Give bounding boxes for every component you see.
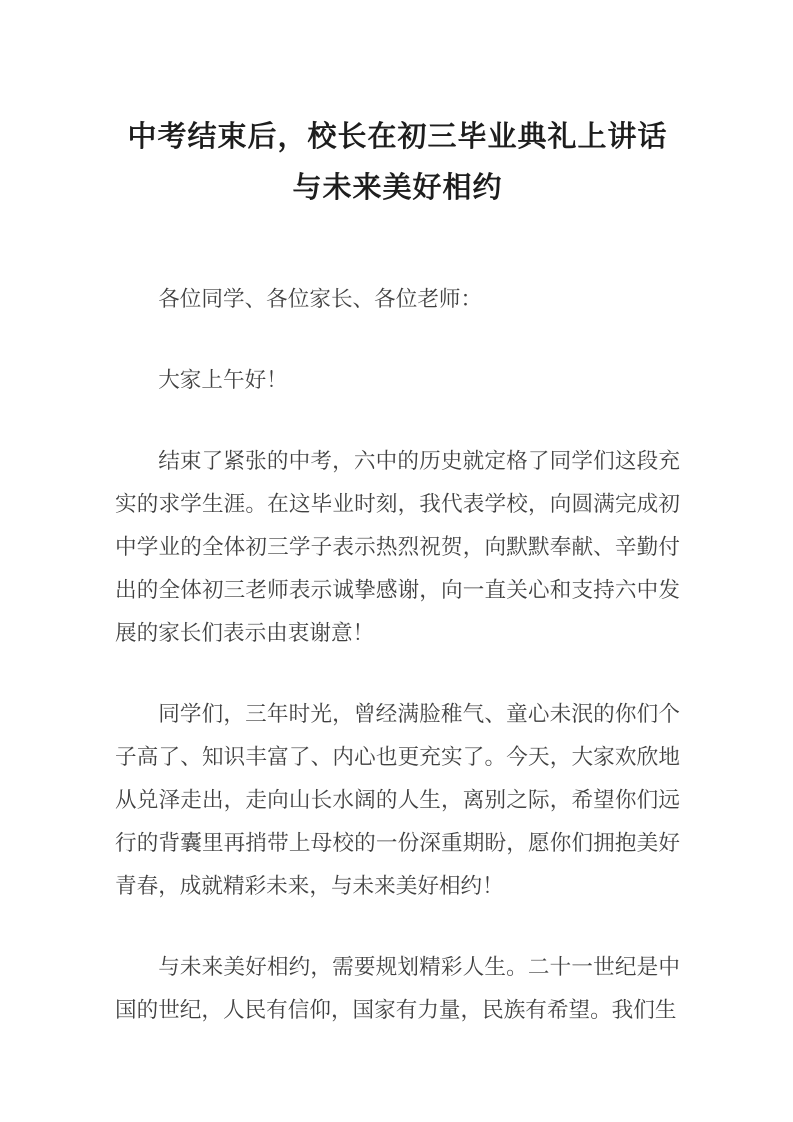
paragraph-three-years: 同学们，三年时光，曾经满脸稚气、童心未泯的你们个子高了、知识丰富了、内心也更充实了。今天，大家欢欣地从兑泽走出，走向山长水阔的人生，离别之际，希望你们远行的背囊里再捎带上母校的一份深重期盼，愿你们拥抱美好青春，成就精彩未来，与未来美好相约！ xyxy=(115,702,680,898)
document-title: 中考结束后，校长在初三毕业典礼上讲话与未来美好相约 xyxy=(127,121,668,204)
paragraph-future-plan: 与未来美好相约，需要规划精彩人生。二十一世纪是中国的世纪，人民有信仰，国家有力量，民族有希望。我们生 xyxy=(115,955,680,1022)
document-body xyxy=(115,278,680,1032)
paragraph-salutation: 各位同学、各位家长、各位老师： xyxy=(158,287,483,311)
paragraph-congratulations: 结束了紧张的中考，六中的历史就定格了同学们这段充实的求学生涯。在这毕业时刻，我代表学校，向圆满完成初中学业的全体初三学子表示热烈祝贺，向默默奉献、辛勤付出的全体初三老师表示诚挚感谢，向一直关心和支持六中发展的家长们表示由衷谢意！ xyxy=(115,449,680,645)
paragraph-greeting: 大家上午好！ xyxy=(158,368,288,392)
